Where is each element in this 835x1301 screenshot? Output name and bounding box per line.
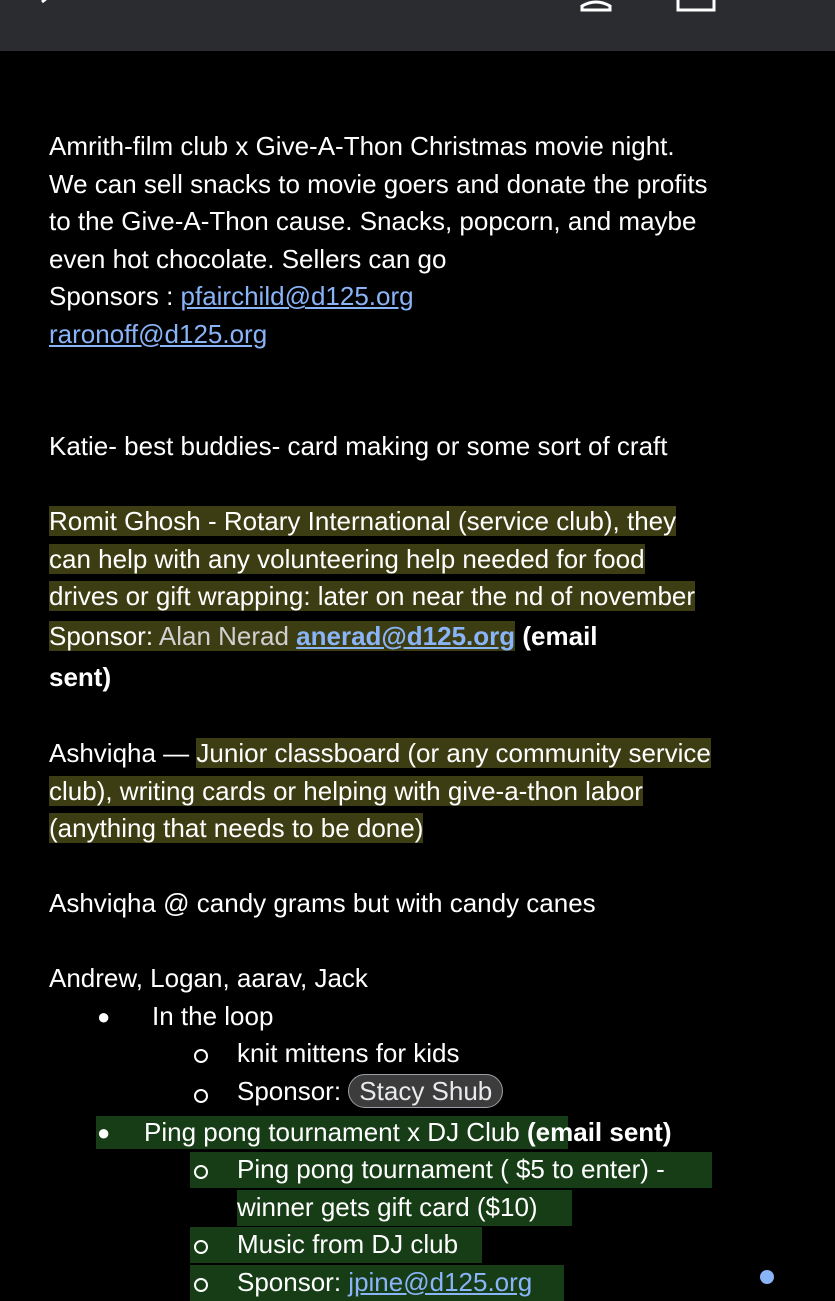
highlighted-text: can help with any volunteering help needed for food [49,544,645,574]
list-item-continued: winner gets gift card ($10) [49,1189,789,1227]
highlighted-text: Junior classboard (or any community service [196,738,710,768]
highlighted-text: Romit Ghosh - Rotary International (service club), they [49,506,676,536]
document-body [49,128,789,1301]
comment-icon[interactable] [676,0,716,14]
sponsors-line-2 [49,316,789,354]
bullet-icon: ● [97,998,110,1036]
email-sent-note: (email sent) [520,1117,672,1147]
paragraph-ping-pong [49,960,789,1301]
hollow-bullet-icon [194,1240,208,1254]
paragraph-film-club [49,128,789,353]
hollow-bullet-icon [194,1089,208,1103]
fab-edge-icon[interactable] [760,1270,774,1284]
highlighted-text: (anything that needs to be done) [49,813,423,843]
person-icon[interactable] [578,0,614,12]
list-item: knit mittens for kids [49,1035,789,1073]
email-sent-note: (email [515,621,597,651]
hollow-bullet-icon [194,1049,208,1063]
group-heading: Andrew, Logan, aarav, Jack [49,960,789,998]
list-item: ● Ping pong tournament x DJ Club (email sent) [49,1114,789,1152]
text-line: We can sell snacks to movie goers and donate the profits [49,166,789,204]
email-sent-note-2: sent) [49,657,789,698]
text-line: to the Give-A-Thon cause. Snacks, popcorn, and maybe [49,203,789,241]
paragraph-classboard [49,735,789,848]
person-name: Ashviqha — [49,738,196,768]
email-link-anerad[interactable]: anerad@d125.org [296,621,515,651]
sponsor-segment [49,621,515,651]
sponsor-label: Sponsor: [49,621,159,651]
list-item: Music from DJ club [49,1226,789,1264]
text-line: even hot chocolate. Sellers can go [49,241,789,279]
list-item: Sponsor: Stacy Shub [49,1073,789,1114]
list-item: Ping pong tournament ( $5 to enter) - [49,1151,789,1189]
highlighted-text: club), writing cards or helping with give-a-thon labor [49,776,643,806]
bullet-icon: ● [97,1114,110,1152]
paragraph-best-buddies: Katie- best buddies- card making or some sort of craft [49,428,789,466]
sponsors-label: Sponsors : [49,281,181,311]
email-link-jpine[interactable]: jpine@d125.org [348,1267,532,1297]
paragraph-candy-grams: Ashviqha @ candy grams but with candy canes [49,885,789,923]
list-item: ● In the loop [49,998,789,1036]
paragraph-rotary [49,503,789,698]
list-item: Sponsor: jpine@d125.org [49,1264,789,1301]
back-arrow-icon[interactable] [38,0,58,14]
text-line: Amrith-film club x Give-A-Thon Christmas movie night. [49,128,789,166]
hollow-bullet-icon [194,1165,208,1179]
email-link-raronoff[interactable]: raronoff@d125.org [49,319,267,349]
person-chip[interactable]: Stacy Shub [348,1074,503,1108]
sponsor-name: Alan Nerad [159,621,296,651]
top-app-bar [0,0,835,51]
sponsors-line [49,278,789,316]
highlighted-text: drives or gift wrapping: later on near the nd of november [49,581,695,611]
email-link-pfairchild[interactable]: pfairchild@d125.org [181,281,414,311]
